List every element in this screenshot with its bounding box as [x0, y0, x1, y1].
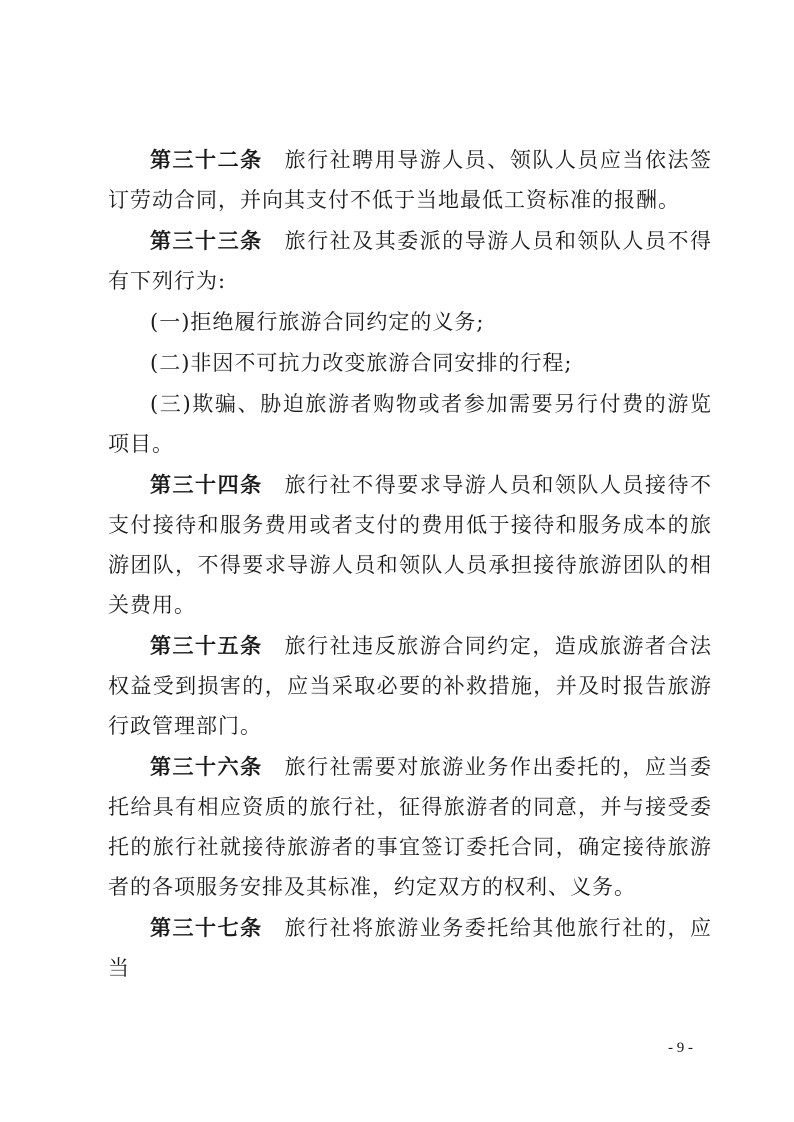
article-number: 第三十二条 — [150, 148, 263, 172]
article-number: 第三十五条 — [150, 634, 263, 658]
article-text: 旅行社及其委派的导游人员和领队人员不得有下列行为: — [108, 229, 712, 293]
article-36 — [108, 747, 712, 907]
article-number: 第三十七条 — [150, 916, 263, 940]
document-body — [108, 140, 712, 989]
article-text: 旅行社需要对旅游业务作出委托的，应当委托给具有相应资质的旅行社，征得旅游者的同意，并与接受委托的旅行社就接待旅游者的事宜签订委托合同，确定接待旅游者的各项服务安排及其标准，约定双方的权利、义务。 — [108, 755, 712, 899]
article-33 — [108, 221, 712, 301]
article-number: 第三十六条 — [150, 755, 263, 779]
article-35 — [108, 626, 712, 746]
article-text: 旅行社将旅游业务委托给其他旅行社的，应当 — [108, 916, 712, 980]
list-item-3: (三)欺骗、胁迫旅游者购物或者参加需要另行付费的游览项目。 — [108, 392, 712, 456]
article-34 — [108, 465, 712, 625]
article-number: 第三十四条 — [150, 473, 263, 497]
article-text: 旅行社聘用导游人员、领队人员应当依法签订劳动合同，并向其支付不低于当地最低工资标准的报酬。 — [108, 148, 712, 212]
page-number: - 9 - — [668, 1040, 693, 1056]
list-item-2: (二)非因不可抗力改变旅游合同安排的行程; — [150, 351, 573, 375]
list-item-1: (一)拒绝履行旅游合同约定的义务; — [150, 310, 485, 334]
article-text: 旅行社违反旅游合同约定，造成旅游者合法权益受到损害的，应当采取必要的补救措施，并及时报告旅游行政管理部门。 — [108, 634, 712, 738]
article-32 — [108, 140, 712, 220]
article-text: 旅行社不得要求导游人员和领队人员接待不支付接待和服务费用或者支付的费用低于接待和服务成本的旅游团队，不得要求导游人员和领队人员承担接待旅游团队的相关费用。 — [108, 473, 712, 617]
article-37 — [108, 908, 712, 988]
article-number: 第三十三条 — [150, 229, 263, 253]
